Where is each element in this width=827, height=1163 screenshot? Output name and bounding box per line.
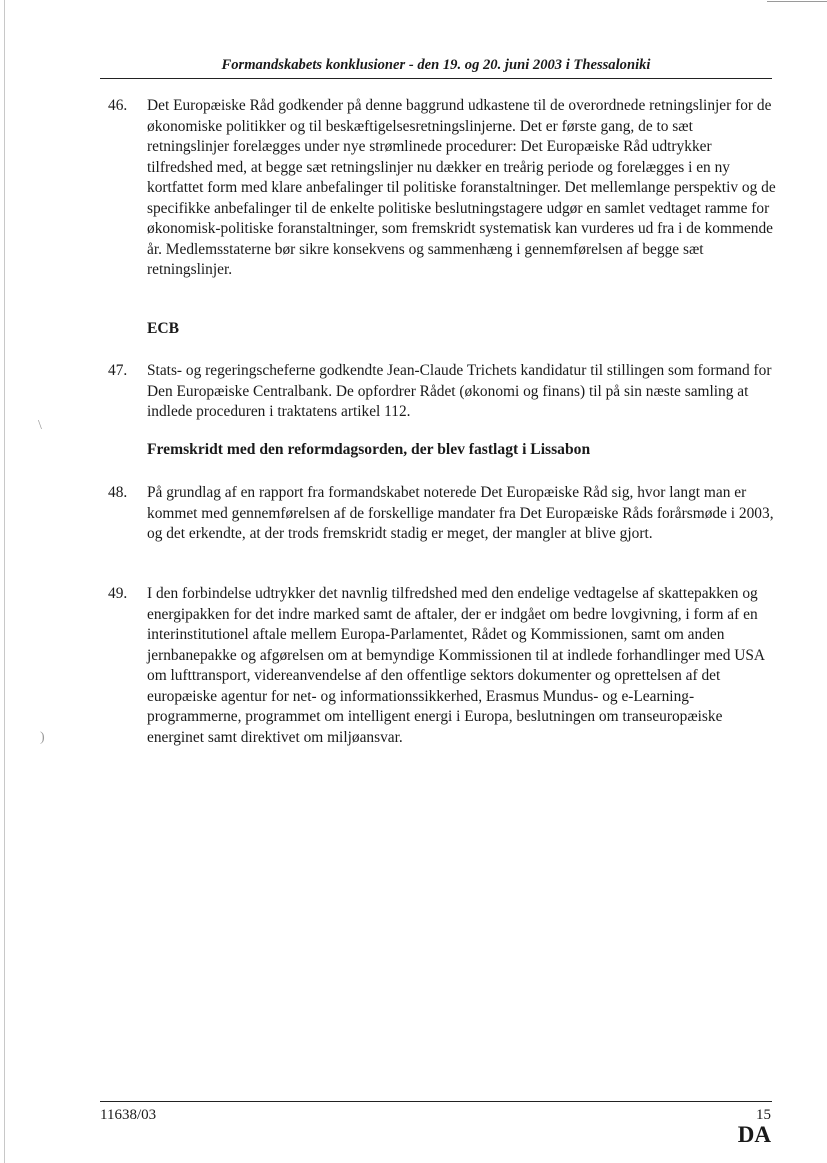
header-rule	[100, 78, 772, 79]
scan-top-mark	[767, 1, 827, 2]
paragraph-text: På grundlag af en rapport fra formandskabet noterede Det Europæiske Råd sig, hvor langt man er kommet med gennemførelsen af de forskellige mandater fra Det Europæiske Råds forårsmøde i 2003, og det erkendte, at der trods fremskridt stadig er meget, der mangler at blive gjort.	[147, 484, 774, 542]
paragraph-number: 48.	[108, 484, 128, 501]
paragraph-46	[108, 96, 776, 281]
scan-speck: \	[38, 418, 42, 433]
scan-edge-line	[4, 0, 5, 1163]
page-number: 15	[756, 1107, 771, 1123]
paragraph-text: I den forbindelse udtrykker det navnlig tilfredshed med den endelige vedtagelse af skattepakken og energipakken for det indre marked samt de aftaler, der er indgået om bedre lovgivning, i form af en interinstitutionel aftale mellem Europa-Parlamentet, Rådet og Kommissionen, samt om anden jernbanepakke og afgørelsen om at bemyndige Kommissionen til at indlede forhandlinger med USA om lufttransport, videreanvendelse af den offentlige sektors dokumenter og oprettelsen af det europæiske agentur for net- og informationssikkerhed, Erasmus Mundus- og e-Learning-programmerne, programmet om intelligent energi i Europa, beslutningen om transeuropæiske energinet samt direktivet om miljøansvar.	[147, 585, 765, 746]
paragraph-number: 46.	[108, 97, 128, 114]
paragraph-47	[108, 361, 776, 423]
document-reference: 11638/03	[100, 1107, 157, 1123]
paragraph-text: Det Europæiske Råd godkender på denne baggrund udkastene til de overordnede retningslinjer for de økonomiske politikker og til beskæftigelsesretningslinjerne. Det er første gang, de to sæt retningslinjer forelægges under nye strømlinede procedurer: Det Europæiske Råd udtrykker tilfredshed med, at begge sæt retningslinjer nu dækker en treårig periode og forelægges i en ny kortfattet form med klare anbefalinger til politiske foranstaltninger. Det mellemlange perspektiv og de specifikke anbefalinger til de enkelte politiske beslutningstagere udgør en samlet vedtaget ramme for økonomisk-politiske foranstaltninger, som fremskridt systematisk kan vurderes ud fra i de kommende år. Medlemsstaterne bør sikre konsekvens og sammenhæng i gennemførelsen af begge sæt retningslinjer.	[147, 97, 776, 278]
section-heading-lisbon: Fremskridt med den reformdagsorden, der blev fastlagt i Lissabon	[147, 441, 591, 458]
footer-rule	[100, 1101, 772, 1102]
scan-speck: )	[40, 730, 45, 745]
paragraph-49	[108, 584, 776, 748]
paragraph-number: 49.	[108, 585, 128, 602]
paragraph-48	[108, 483, 776, 545]
paragraph-text: Stats- og regeringscheferne godkendte Jean-Claude Trichets kandidatur til stillingen som formand for Den Europæiske Centralbank. De opfordrer Rådet (økonomi og finans) til på sin næste samling at indlede proceduren i traktatens artikel 112.	[147, 362, 772, 420]
page-header-title: Formandskabets konklusioner - den 19. og 20. juni 2003 i Thessaloniki	[221, 57, 651, 73]
paragraph-number: 47.	[108, 362, 128, 379]
section-heading-ecb: ECB	[147, 320, 180, 337]
language-code: DA	[737, 1122, 771, 1147]
